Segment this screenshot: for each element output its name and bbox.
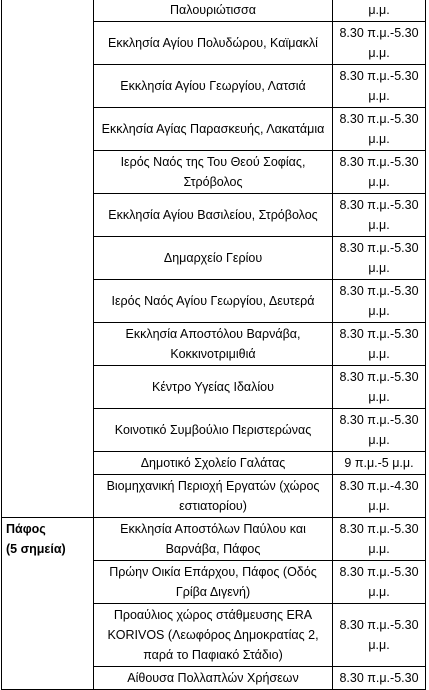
location-cell: Εκκλησία Αποστόλων Παύλου και Βαρνάβα, Πάφος: [94, 518, 333, 561]
vaccination-points-table: [1, 0, 426, 690]
hours-cell: 8.30 π.μ.-5.30 μ.μ.: [333, 280, 426, 323]
hours-cell: 8.30 π.μ.-5.30 μ.μ.: [333, 151, 426, 194]
location-cell: Ιερός Ναός της Του Θεού Σοφίας, Στρόβολος: [94, 151, 333, 194]
region-point-count: (5 σημεία): [6, 542, 66, 556]
hours-cell: 8.30 π.μ.-5.30 μ.μ.: [333, 604, 426, 667]
hours-cell: 8.30 π.μ.-5.30 μ.μ.: [333, 323, 426, 366]
location-cell: Δημαρχείο Γερίου: [94, 237, 333, 280]
hours-cell: 9 π.μ.-5 μ.μ.: [333, 452, 426, 475]
hours-cell: 8.30 π.μ.-5.30 μ.μ.: [333, 366, 426, 409]
location-cell: Πρώην Οικία Επάρχου, Πάφος (Οδός Γρίβα Διγενή): [94, 561, 333, 604]
location-cell: Κοινοτικό Συμβούλιο Περιστερώνας: [94, 409, 333, 452]
table-row: [2, 518, 426, 561]
location-cell: Προαύλιος χώρος στάθμευσης ERA KORIVOS (Λεωφόρος Δημοκρατίας 2, παρά το Παφιακό Στάδιο): [94, 604, 333, 667]
hours-cell: μ.μ.: [333, 0, 426, 22]
location-cell: Εκκλησία Αγίου Πολυδώρου, Καϊμακλί: [94, 22, 333, 65]
location-cell: Βιομηχανική Περιοχή Εργατών (χώρος εστιατορίου): [94, 475, 333, 518]
hours-cell: 8.30 π.μ.-5.30 μ.μ.: [333, 108, 426, 151]
table-body: [2, 0, 426, 690]
location-cell: Εκκλησία Αποστόλου Βαρνάβα, Κοκκινοτριμιθιά: [94, 323, 333, 366]
location-cell: Εκκλησία Αγίας Παρασκευής, Λακατάμια: [94, 108, 333, 151]
table-row: [2, 0, 426, 22]
location-cell: Εκκλησία Αγίου Βασιλείου, Στρόβολος: [94, 194, 333, 237]
hours-cell: 8.30 π.μ.-5.30 μ.μ.: [333, 561, 426, 604]
hours-cell: 8.30 π.μ.-5.30 μ.μ.: [333, 518, 426, 561]
region-name: Πάφος: [6, 522, 46, 536]
hours-cell: 8.30 π.μ.-5.30 μ.μ.: [333, 65, 426, 108]
location-cell: Παλουριώτισσα: [94, 0, 333, 22]
location-cell: Αίθουσα Πολλαπλών Χρήσεων: [94, 667, 333, 690]
region-cell-paphos: [2, 518, 94, 690]
hours-cell: 8.30 π.μ.-5.30 μ.μ.: [333, 194, 426, 237]
hours-cell: 8.30 π.μ.-5.30 μ.μ.: [333, 22, 426, 65]
hours-cell: 8.30 π.μ.-5.30 μ.μ.: [333, 237, 426, 280]
region-cell-nicosia: [2, 0, 94, 518]
location-cell: Δημοτικό Σχολείο Γαλάτας: [94, 452, 333, 475]
hours-cell: 8.30 π.μ.-4.30 μ.μ.: [333, 475, 426, 518]
location-cell: Εκκλησία Αγίου Γεωργίου, Λατσιά: [94, 65, 333, 108]
location-cell: Κέντρο Υγείας Ιδαλίου: [94, 366, 333, 409]
hours-cell: 8.30 π.μ.-5.30 μ.μ.: [333, 409, 426, 452]
hours-cell: 8.30 π.μ.-5.30: [333, 667, 426, 690]
location-cell: Ιερός Ναός Αγίου Γεωργίου, Δευτερά: [94, 280, 333, 323]
